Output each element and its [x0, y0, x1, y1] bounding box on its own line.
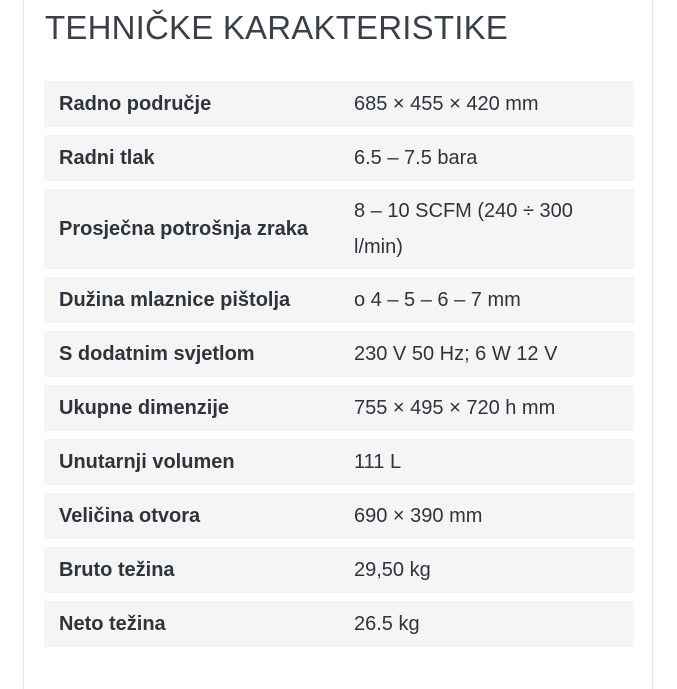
- table-row: [44, 277, 634, 323]
- section-title: TEHNIČKE KARAKTERISTIKE: [45, 9, 509, 46]
- spec-value: 755 × 495 × 720 h mm: [340, 385, 634, 431]
- spec-value: 29,50 kg: [340, 547, 634, 593]
- table-row: [44, 601, 634, 647]
- spec-label: Radni tlak: [44, 135, 340, 181]
- table-row: [44, 385, 634, 431]
- spec-value: 685 × 455 × 420 mm: [340, 81, 634, 127]
- spec-label: Radno područje: [44, 81, 340, 127]
- table-row: [44, 81, 634, 127]
- spec-card: [23, 0, 653, 689]
- table-row: [44, 135, 634, 181]
- spec-label: S dodatnim svjetlom: [44, 331, 340, 377]
- table-row: [44, 547, 634, 593]
- spec-value: o 4 – 5 – 6 – 7 mm: [340, 277, 634, 323]
- spec-label: Bruto težina: [44, 547, 340, 593]
- spec-value: 111 L: [340, 439, 634, 485]
- spec-label: Veličina otvora: [44, 493, 340, 539]
- spec-label: Neto težina: [44, 601, 340, 647]
- spec-label: Ukupne dimenzije: [44, 385, 340, 431]
- spec-label: Prosječna potrošnja zraka: [44, 189, 340, 269]
- table-row: [44, 493, 634, 539]
- spec-value: 690 × 390 mm: [340, 493, 634, 539]
- table-row: [44, 189, 634, 269]
- spec-value: 8 – 10 SCFM (240 ÷ 300 l/min): [340, 189, 634, 269]
- spec-table: [44, 73, 634, 655]
- spec-value: 6.5 – 7.5 bara: [340, 135, 634, 181]
- spec-label: Dužina mlaznice pištolja: [44, 277, 340, 323]
- spec-label: Unutarnji volumen: [44, 439, 340, 485]
- spec-value: 26.5 kg: [340, 601, 634, 647]
- spec-value: 230 V 50 Hz; 6 W 12 V: [340, 331, 634, 377]
- table-row: [44, 331, 634, 377]
- table-row: [44, 439, 634, 485]
